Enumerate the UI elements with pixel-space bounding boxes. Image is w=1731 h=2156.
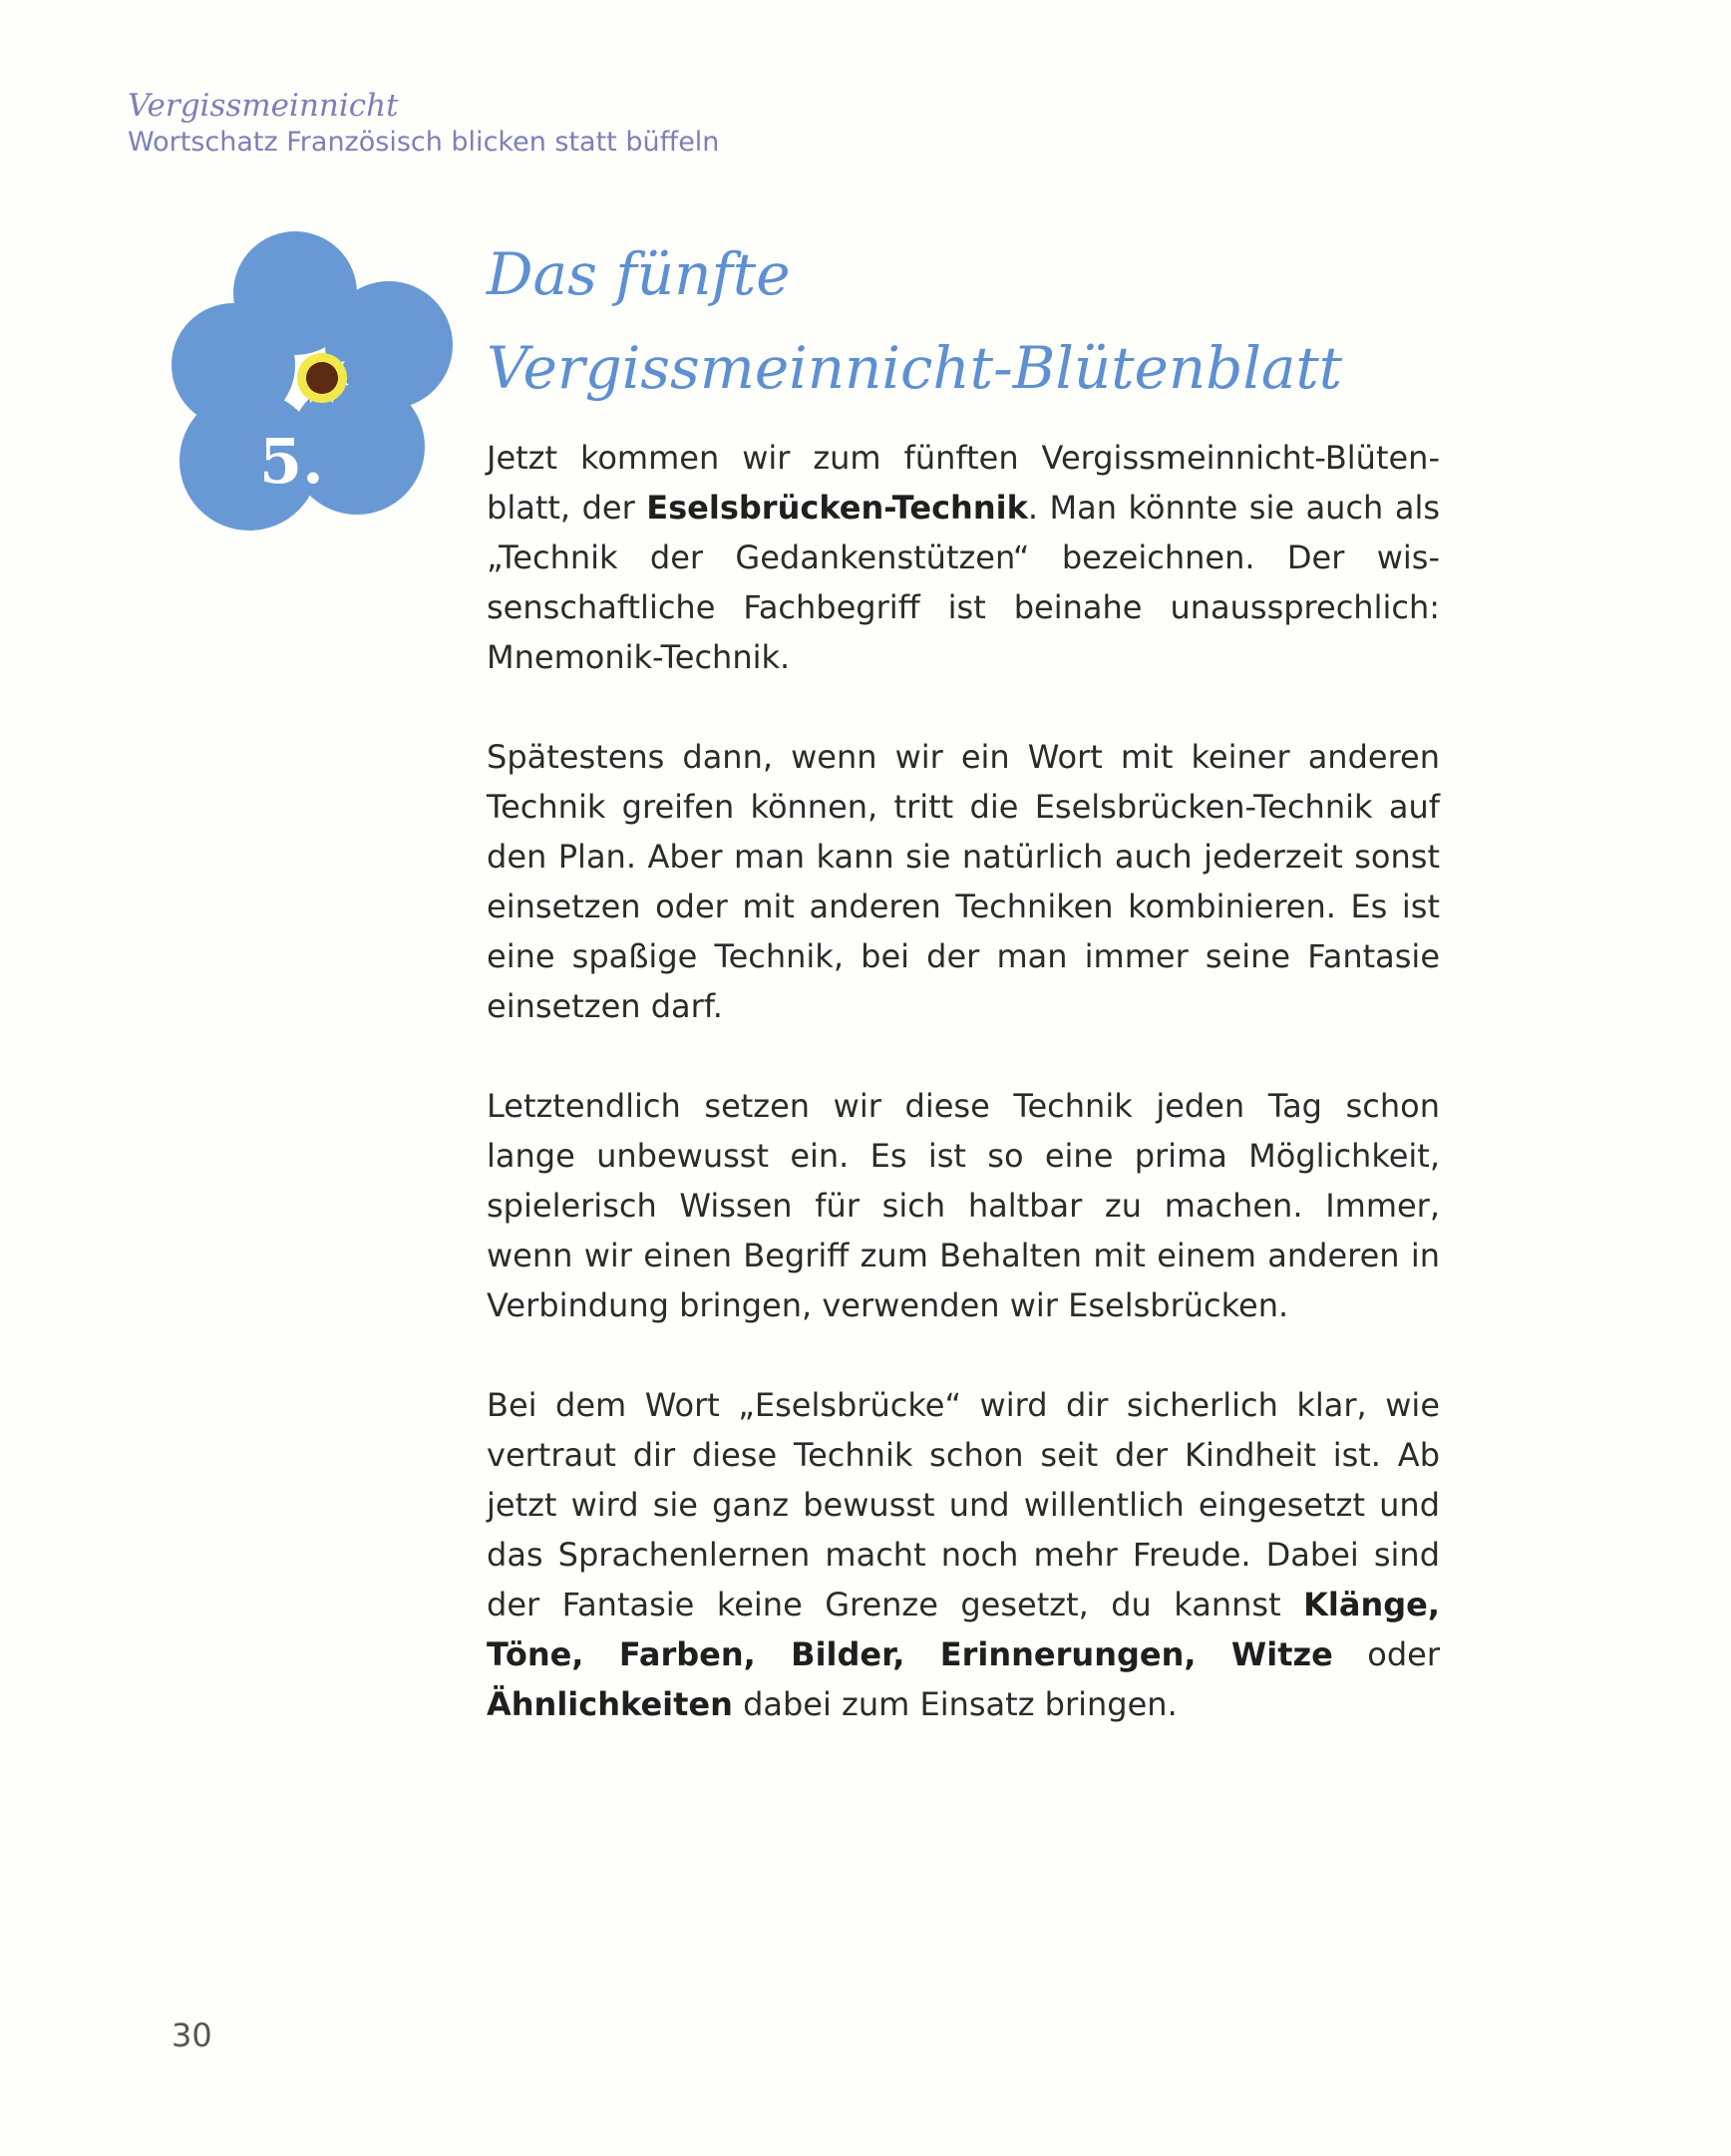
running-head-subtitle: Wortschatz Französisch blicken statt büffeln: [128, 127, 720, 159]
petal-left: [172, 303, 295, 427]
page-number: 30: [172, 2016, 212, 2054]
paragraph-1-bold-term: Eselsbrücken-Technik: [646, 489, 1028, 527]
chapter-title-line-1: Das fünfte: [487, 240, 791, 308]
paragraph-4-text-mid: oder: [1332, 1635, 1441, 1673]
running-head-series: Vergissmeinnicht: [128, 88, 399, 124]
chapter-title-line-2: Vergissmeinnicht-Blütenblatt: [487, 334, 1343, 402]
body-text: [487, 433, 1440, 1779]
forget-me-not-flower-icon: [168, 225, 467, 535]
chapter-title: [487, 227, 1342, 415]
paragraph-3: Letztendlich setzen wir diese Technik jeden Tag schon lange unbewusst ein. Es ist so eine prima Möglichkeit, spielerisch Wissen für sich haltbar zu machen. Immer, wenn wir einen Begriff zum Behalten mit einem anderen in Verbindung bringen, verwenden wir Eselsbrücken.: [487, 1087, 1440, 1324]
paragraph-2: Spätestens dann, wenn wir ein Wort mit keiner anderen Technik greifen können, tritt die Eselsbrücken-Technik auf den Plan. Aber man kann sie natürlich auch jederzeit sonst einsetzen oder mit anderen Techniken kombinieren. Es ist eine spaßige Technik, bei der man immer seine Fantasie einsetzen darf.: [487, 738, 1440, 1025]
paragraph-4: [487, 1380, 1440, 1729]
paragraph-4-text: Bei dem Wort „Eselsbrücke“ wird dir sicherlich klar, wie vertraut dir diese Technik schon seit der Kindheit ist. Ab jetzt wird sie ganz bewusst und willentlich eingesetzt und das Sprachenlernen macht noch mehr Freude. Dabei sind der Fantasie keine Grenze gesetzt, du kannst: [487, 1386, 1440, 1623]
paragraph-4-bold-term: Ähnlichkeiten: [487, 1685, 733, 1723]
paragraph-1: [487, 433, 1440, 682]
paragraph-4-bold-list: Klänge, Töne, Farben, Bilder, Erinnerungen, Witze: [487, 1586, 1440, 1673]
paragraph-4-text-end: dabei zum Einsatz bringen.: [732, 1685, 1178, 1723]
running-head: [128, 88, 719, 160]
paragraph-1-text-end: . Man könnte sie auch als „Technik der Gedankenstützen“ bezeichnen. Der wissenschaftliche Fachbegriff ist beinahe unaussprechlich: Mnemonik-Technik.: [487, 489, 1441, 676]
paragraph-1-text: Jetzt kommen wir zum fünften Vergissmeinnicht-Blütenblatt, der: [487, 439, 1440, 527]
flower-center-dot: [306, 362, 338, 394]
